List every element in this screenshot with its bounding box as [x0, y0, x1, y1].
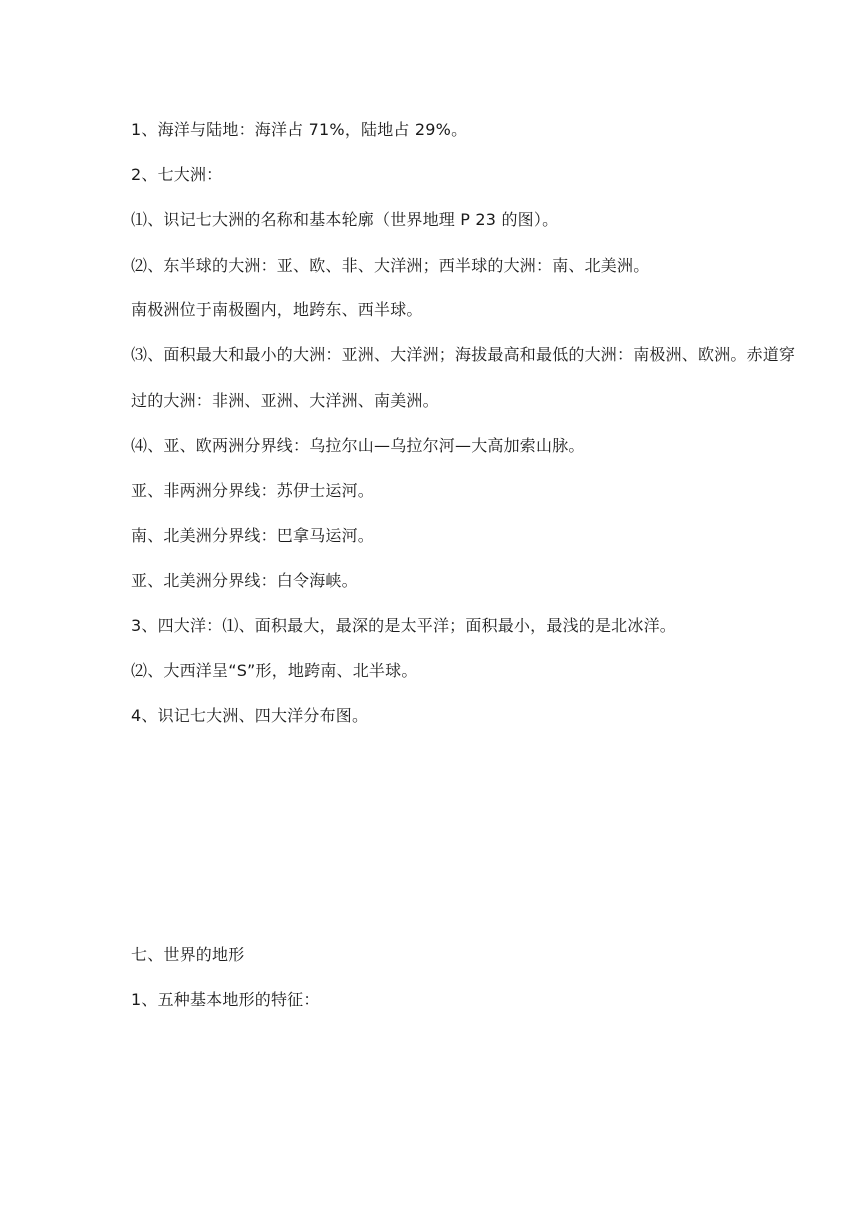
asia-africa-boundary-line: 亚、非两洲分界线：苏伊士运河。	[131, 481, 375, 500]
section-item: 1、五种基本地形的特征：	[131, 990, 320, 1009]
section-heading: 七、世界的地形	[131, 945, 245, 964]
largest-smallest-continents-line: ⑶、面积最大和最小的大洲：亚洲、大洋洲；海拔最高和最低的大洲：南极洲、欧洲。赤道穿	[131, 345, 796, 364]
continent-names-line: ⑴、识记七大洲的名称和基本轮廓（世界地理 P 23 的图）。	[131, 210, 559, 229]
equator-continents-line: 过的大洲：非洲、亚洲、大洋洲、南美洲。	[131, 391, 439, 410]
antarctica-line: 南极洲位于南极圈内，地跨东、西半球。	[131, 300, 423, 319]
north-south-america-boundary-line: 南、北美洲分界线：巴拿马运河。	[131, 526, 375, 545]
ocean-land-ratio-line: 1、海洋与陆地：海洋占 71%，陆地占 29%。	[131, 120, 468, 139]
atlantic-shape-line: ⑵、大西洋呈“S”形，地跨南、北半球。	[131, 661, 418, 680]
four-oceans-line: 3、四大洋：⑴、面积最大，最深的是太平洋；面积最小，最浅的是北冰洋。	[131, 616, 676, 635]
seven-continents-heading: 2、七大洲：	[131, 165, 223, 184]
hemisphere-continents-line: ⑵、东半球的大洲：亚、欧、非、大洋洲；西半球的大洲：南、北美洲。	[131, 256, 650, 275]
asia-europe-boundary-line: ⑷、亚、欧两洲分界线：乌拉尔山—乌拉尔河—大高加索山脉。	[131, 436, 585, 455]
asia-north-america-boundary-line: 亚、北美洲分界线：白令海峡。	[131, 571, 358, 590]
distribution-map-line: 4、识记七大洲、四大洋分布图。	[131, 706, 369, 725]
